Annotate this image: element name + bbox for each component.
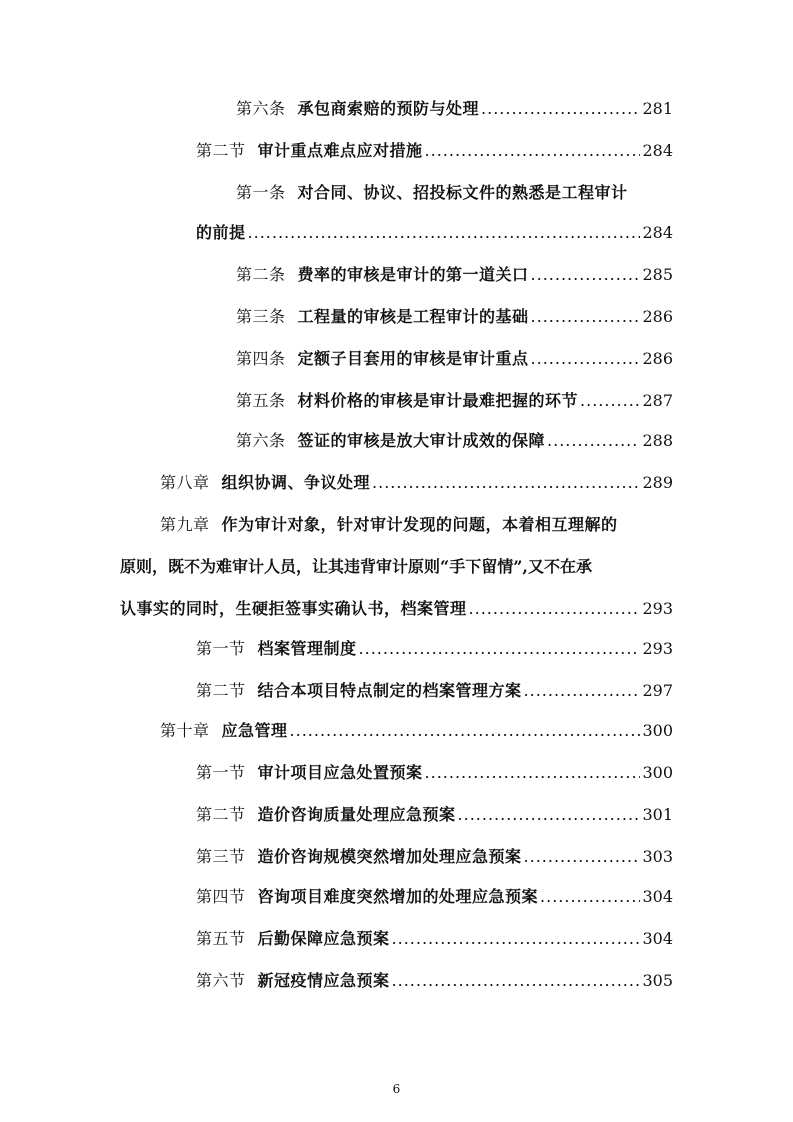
toc-entry <box>236 180 673 208</box>
toc-entry-page: 293 <box>642 639 673 658</box>
toc-entry-page: 284 <box>642 141 673 160</box>
toc-entry-title: 后勤保障应急预案 <box>257 929 390 948</box>
toc-entry-title: 组织协调、争议处理 <box>221 473 371 492</box>
toc-entry-label: 第五节 <box>196 929 246 948</box>
toc-leader-dots <box>580 391 640 410</box>
toc-entry-continuation <box>120 596 673 624</box>
toc-leader-dots <box>392 971 641 990</box>
toc-entry-title: 工程量的审核是工程审计的基础 <box>297 307 529 326</box>
toc-leader-dots <box>248 223 641 242</box>
toc-entry-label: 第三节 <box>196 847 246 866</box>
toc-entry <box>160 718 673 746</box>
toc-entry-title: 新冠疫情应急预案 <box>257 971 390 990</box>
toc-entry-page: 297 <box>642 681 673 700</box>
toc-entry <box>236 428 673 456</box>
toc-entry-title: 应急管理 <box>221 721 288 740</box>
toc-leader-dots <box>359 639 641 658</box>
toc-leader-dots <box>547 431 640 450</box>
toc-entry-label: 第六节 <box>196 971 246 990</box>
toc-entry <box>196 884 673 912</box>
toc-leader-dots <box>524 681 641 700</box>
toc-entry-page: 281 <box>642 99 673 118</box>
toc-entry-title: 档案管理制度 <box>257 639 357 658</box>
toc-leader-dots <box>524 847 641 866</box>
toc-entry <box>236 96 673 124</box>
toc-entry <box>196 968 673 996</box>
toc-entry-page: 304 <box>642 929 673 948</box>
toc-leader-dots <box>392 929 641 948</box>
toc-entry-label: 第二节 <box>196 141 246 160</box>
toc-leader-dots <box>425 141 641 160</box>
toc-entry-page: 285 <box>642 265 673 284</box>
toc-entry-label: 第六条 <box>236 99 286 118</box>
toc-leader-dots <box>481 99 640 118</box>
toc-entry-page: 293 <box>642 599 673 618</box>
toc-entry-label: 第十章 <box>160 721 210 740</box>
toc-leader-dots <box>458 805 641 824</box>
toc-entry <box>160 470 673 498</box>
toc-entry-title-continued: 认事实的同时，生硬拒签事实确认书，档案管理 <box>120 599 467 618</box>
toc-entry-label: 第一节 <box>196 763 246 782</box>
toc-entry-title: 结合本项目特点制定的档案管理方案 <box>257 681 522 700</box>
toc-entry-title: 材料价格的审核是审计最难把握的环节 <box>297 391 579 410</box>
toc-entry-page: 304 <box>642 887 673 906</box>
toc-entry-continuation <box>120 554 673 582</box>
toc-entry-title: 作为审计对象，针对审计发现的问题，本着相互理解的 <box>221 515 618 534</box>
toc-entry-page: 289 <box>642 473 673 492</box>
toc-entry-page: 301 <box>642 805 673 824</box>
toc-entry-title: 签证的审核是放大审计成效的保障 <box>297 431 546 450</box>
toc-entry <box>236 304 673 332</box>
toc-entry-page: 286 <box>642 307 673 326</box>
toc-entry <box>196 802 673 830</box>
toc-entry <box>196 844 673 872</box>
toc-entry-title: 审计项目应急处置预案 <box>257 763 423 782</box>
toc-entry-label: 第四节 <box>196 887 246 906</box>
toc-entry-label: 第二节 <box>196 805 246 824</box>
toc-entry <box>196 636 673 664</box>
toc-leader-dots <box>425 763 641 782</box>
toc-entry <box>236 388 673 416</box>
toc-entry-label: 第四条 <box>236 349 286 368</box>
toc-entry-title: 对合同、协议、招投标文件的熟悉是工程审计 <box>297 183 628 202</box>
toc-entry-label: 第一条 <box>236 183 286 202</box>
toc-entry-title: 费率的审核是审计的第一道关口 <box>297 265 529 284</box>
toc-entry-label: 第一节 <box>196 639 246 658</box>
toc-entry <box>160 512 673 540</box>
toc-entry-label: 第三条 <box>236 307 286 326</box>
toc-leader-dots <box>531 349 641 368</box>
toc-entry-title: 承包商索赔的预防与处理 <box>297 99 480 118</box>
toc-leader-dots <box>531 265 641 284</box>
toc-leader-dots <box>469 599 641 618</box>
toc-entry-label: 第六条 <box>236 431 286 450</box>
toc-leader-dots <box>540 887 640 906</box>
toc-entry <box>236 346 673 374</box>
toc-entry-page: 300 <box>642 763 673 782</box>
toc-entry-page: 287 <box>642 391 673 410</box>
toc-entry-label: 第五条 <box>236 391 286 410</box>
toc-entry-page: 284 <box>642 223 673 242</box>
toc-entry-page: 300 <box>642 721 673 740</box>
toc-entry-title-continued: 原则，既不为难审计人员，让其违背审计原则“手下留情”,又不在承 <box>120 557 592 576</box>
toc-entry <box>196 926 673 954</box>
toc-entry <box>196 138 673 166</box>
toc-entry-label: 第九章 <box>160 515 210 534</box>
toc-entry-title: 审计重点难点应对措施 <box>257 141 423 160</box>
toc-entry-title: 造价咨询规模突然增加处理应急预案 <box>257 847 522 866</box>
page-number-footer: 6 <box>392 1082 401 1096</box>
toc-leader-dots <box>531 307 641 326</box>
toc-entry-title-continued: 的前提 <box>196 223 246 242</box>
toc-entry <box>236 262 673 290</box>
toc-leader-dots <box>290 721 641 740</box>
toc-entry-title: 定额子目套用的审核是审计重点 <box>297 349 529 368</box>
toc-entry-label: 第八章 <box>160 473 210 492</box>
toc-entry-label: 第二节 <box>196 681 246 700</box>
toc-entry <box>196 760 673 788</box>
toc-entry-page: 305 <box>642 971 673 990</box>
toc-entry <box>196 678 673 706</box>
toc-entry-title: 造价咨询质量处理应急预案 <box>257 805 456 824</box>
toc-entry-continuation <box>196 220 673 248</box>
toc-entry-title: 咨询项目难度突然增加的处理应急预案 <box>257 887 539 906</box>
toc-entry-page: 288 <box>642 431 673 450</box>
toc-entry-page: 286 <box>642 349 673 368</box>
toc-entry-label: 第二条 <box>236 265 286 284</box>
toc-entry-page: 303 <box>642 847 673 866</box>
toc-leader-dots <box>372 473 640 492</box>
